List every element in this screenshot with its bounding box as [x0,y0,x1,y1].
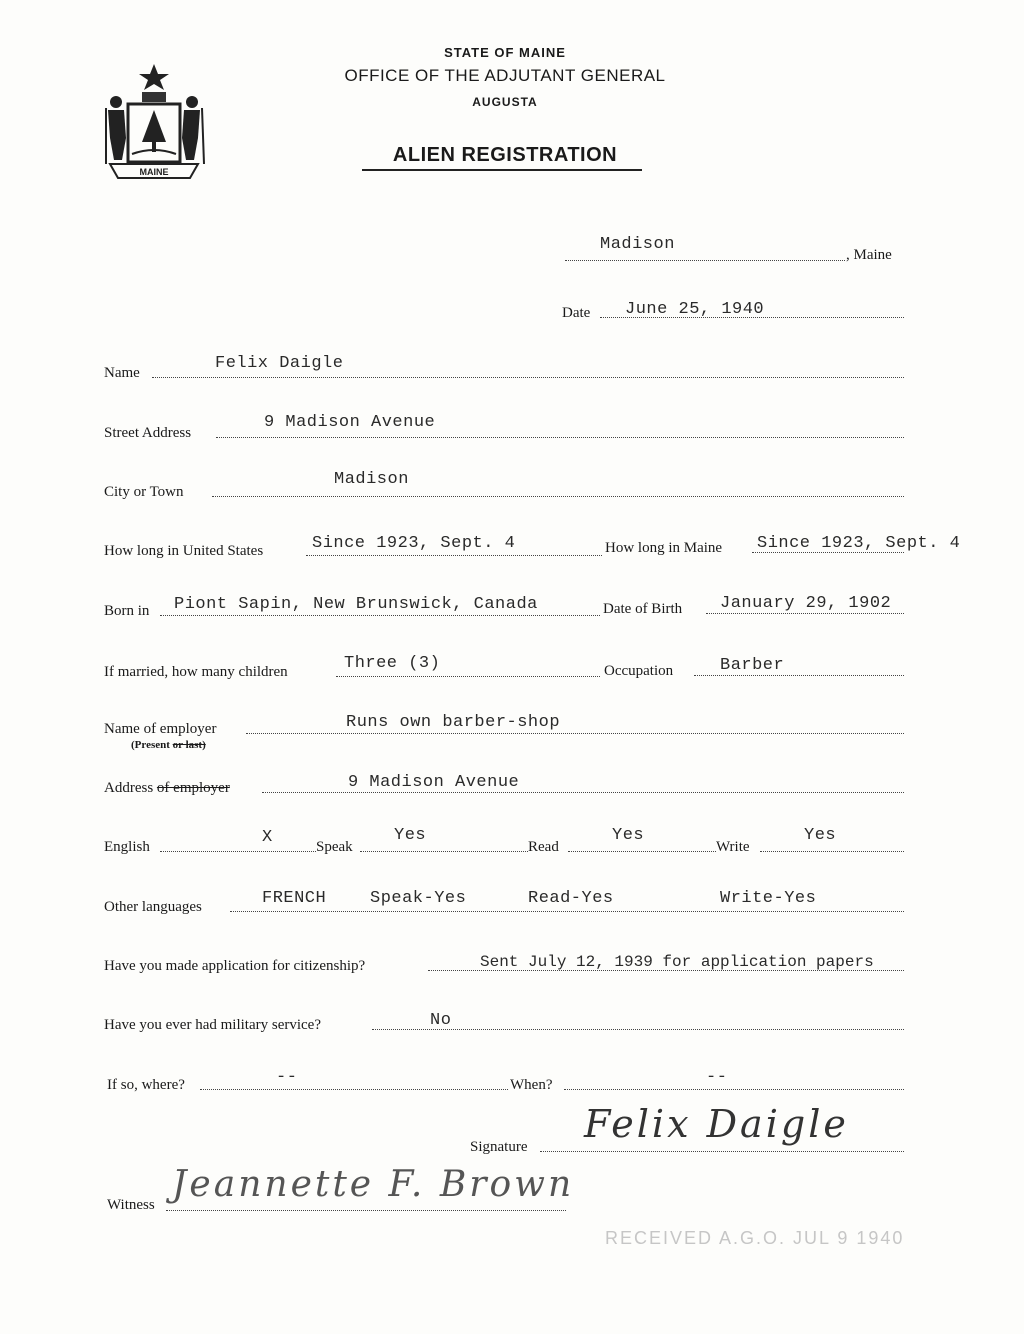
read-line [568,851,716,852]
where-label: If so, where? [107,1077,185,1093]
city-label: City or Town [104,484,184,500]
office-heading: OFFICE OF THE ADJUTANT GENERAL [344,66,666,85]
born-line [160,615,600,616]
maine-state-seal-icon [98,60,210,184]
occupation-label: Occupation [604,663,674,679]
city-heading: AUGUSTA [472,95,538,109]
city-line [212,496,904,497]
maine-duration-value: Since 1923, Sept. 4 [757,534,961,553]
street-label: Street Address [104,425,192,441]
name-label: Name [104,365,140,381]
state-heading: STATE OF MAINE [444,45,566,60]
town-line [565,260,845,261]
write-value: Yes [804,826,837,845]
employer-sub-label: (Present or last) [131,739,206,751]
born-value: Piont Sapin, New Brunswick, Canada [174,595,538,614]
employer-value: Runs own barber-shop [346,713,561,732]
write-label: Write [716,839,750,855]
children-value: Three (3) [344,654,441,673]
other-language-value: FRENCH [262,889,327,908]
name-line [152,377,904,378]
english-value: X [262,828,273,847]
maine-duration-label: How long in Maine [605,540,723,556]
title-underline [362,169,642,171]
city-value: Madison [334,470,409,489]
received-stamp: RECEIVED A.G.O. JUL 9 1940 [605,1228,905,1248]
employer-address-line [262,792,904,793]
dob-value: January 29, 1902 [720,594,892,613]
other-languages-line [230,911,904,912]
street-value: 9 Madison Avenue [264,413,436,432]
read-label: Read [528,839,559,855]
us-duration-value: Since 1923, Sept. 4 [312,534,516,553]
english-line [160,851,316,852]
employer-line [246,733,904,734]
english-label: English [104,839,150,855]
signature-label: Signature [470,1139,528,1155]
form-title: ALIEN REGISTRATION [392,144,618,166]
speak-value: Yes [394,826,427,845]
military-value: No [430,1011,452,1030]
date-value: June 25, 1940 [625,300,765,319]
citizenship-value: Sent July 12, 1939 for application papers [480,953,874,971]
born-label: Born in [104,603,150,619]
name-value: Felix Daigle [215,354,344,373]
when-label: When? [510,1077,553,1093]
speak-line [360,851,528,852]
other-write-value: Write-Yes [720,889,817,908]
dob-line [706,613,904,614]
military-line [372,1029,904,1030]
write-line [760,851,904,852]
witness-handwriting: Jeannette F. Brown [172,1164,575,1205]
signature-line [540,1151,904,1152]
children-label: If married, how many children [104,664,288,680]
speak-label: Speak [316,839,353,855]
other-read-value: Read-Yes [528,889,614,908]
where-line [200,1089,508,1090]
when-line [564,1089,904,1090]
us-duration-line [306,555,602,556]
other-languages-label: Other languages [104,899,202,915]
witness-label: Witness [107,1197,155,1213]
town-value: Madison [600,235,675,254]
occupation-line [694,675,904,676]
citizenship-label: Have you made application for citizenship? [104,958,366,974]
when-value: -- [706,1068,728,1087]
witness-line [166,1210,566,1211]
military-label: Have you ever had military service? [104,1017,321,1033]
employer-address-value: 9 Madison Avenue [348,773,520,792]
maine-label: , Maine [846,247,892,263]
seal-ribbon-text: MAINE [139,167,169,177]
street-line [216,437,904,438]
other-speak-value: Speak-Yes [370,889,467,908]
where-value: -- [276,1068,298,1087]
signature-handwriting: Felix Daigle [584,1102,849,1146]
employer-label: Name of employer [104,721,217,737]
dob-label: Date of Birth [603,601,683,617]
us-duration-label: How long in United States [104,543,264,559]
employer-address-label: Address of employer [104,780,230,796]
read-value: Yes [612,826,645,845]
date-label: Date [562,305,591,321]
children-line [336,676,600,677]
occupation-value: Barber [720,656,785,675]
